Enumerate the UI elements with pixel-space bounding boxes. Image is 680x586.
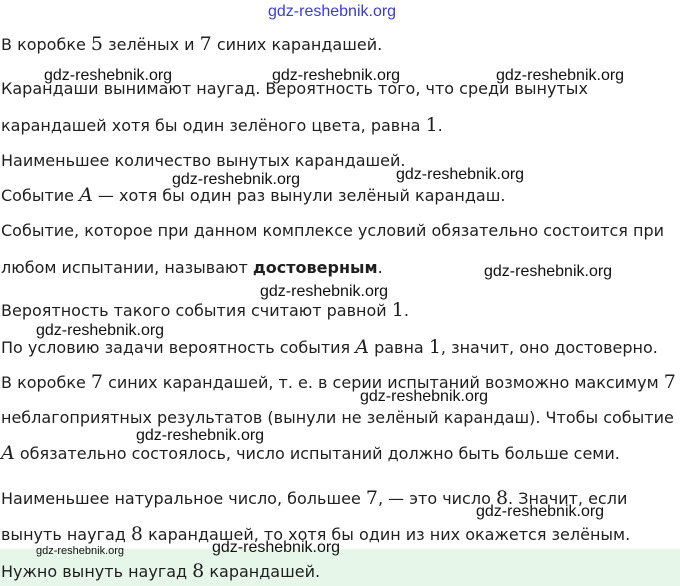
text-line-4: Наименьшее количество вынутых карандашей. [1, 151, 406, 170]
text-line-12: A обязательно состоялось, число испытаний должно быть больше семи. [1, 442, 620, 464]
text-line-11: неблагоприятных результатов (вынули не зелёный карандаш). Чтобы событие [1, 408, 674, 427]
text-line-14: вынуть наугад 8 карандашей, то хотя бы один из них окажется зелёным. [1, 523, 631, 545]
text-line-3: карандашей хотя бы один зелёного цвета, равна 1. [1, 114, 443, 136]
text-line-9: По условию задачи вероятность события A равна 1, значит, оно достоверно. [1, 336, 658, 358]
watermark: gdz-reshebnik.org [272, 67, 401, 84]
watermark: gdz-reshebnik.org [212, 539, 341, 556]
watermark: gdz-reshebnik.org [136, 427, 265, 444]
watermark: gdz-reshebnik.org [484, 263, 613, 280]
answer-line: Нужно вынуть наугад 8 карандашей. [1, 560, 321, 582]
watermark: gdz-reshebnik.org [360, 388, 489, 405]
watermark: gdz-reshebnik.org [260, 283, 389, 300]
watermark: gdz-reshebnik.org [36, 322, 165, 339]
watermark: gdz-reshebnik.org [476, 503, 605, 520]
text-line-8: Вероятность такого события считают равной 1. [1, 299, 409, 321]
watermark: gdz-reshebnik.org [172, 171, 301, 188]
text-line-5: Событие A — хотя бы один раз вынули зелёный карандаш. [1, 184, 506, 206]
watermark: gdz-reshebnik.org [36, 545, 125, 557]
watermark: gdz-reshebnik.org [44, 67, 173, 84]
text-line-6: Событие, которое при данном комплексе условий обязательно состоится при [1, 221, 664, 240]
watermark-top: gdz-reshebnik.org [268, 3, 397, 20]
text-line-2: Карандаши вынимают наугад. Вероятность того, что среди вынутых [1, 79, 588, 98]
watermark: gdz-reshebnik.org [396, 166, 525, 183]
text-line-7: любом испытании, называют достоверным. [1, 258, 383, 277]
text-line-10: В коробке 7 синих карандашей, т. е. в серии испытаний возможно максимум 7 [1, 371, 676, 393]
watermark: gdz-reshebnik.org [496, 67, 625, 84]
text-line-13: Наименьшее натуральное число, большее 7, — это число 8. Значит, если [1, 487, 628, 509]
text-line-1: В коробке 5 зелёных и 7 синих карандашей. [1, 33, 383, 55]
